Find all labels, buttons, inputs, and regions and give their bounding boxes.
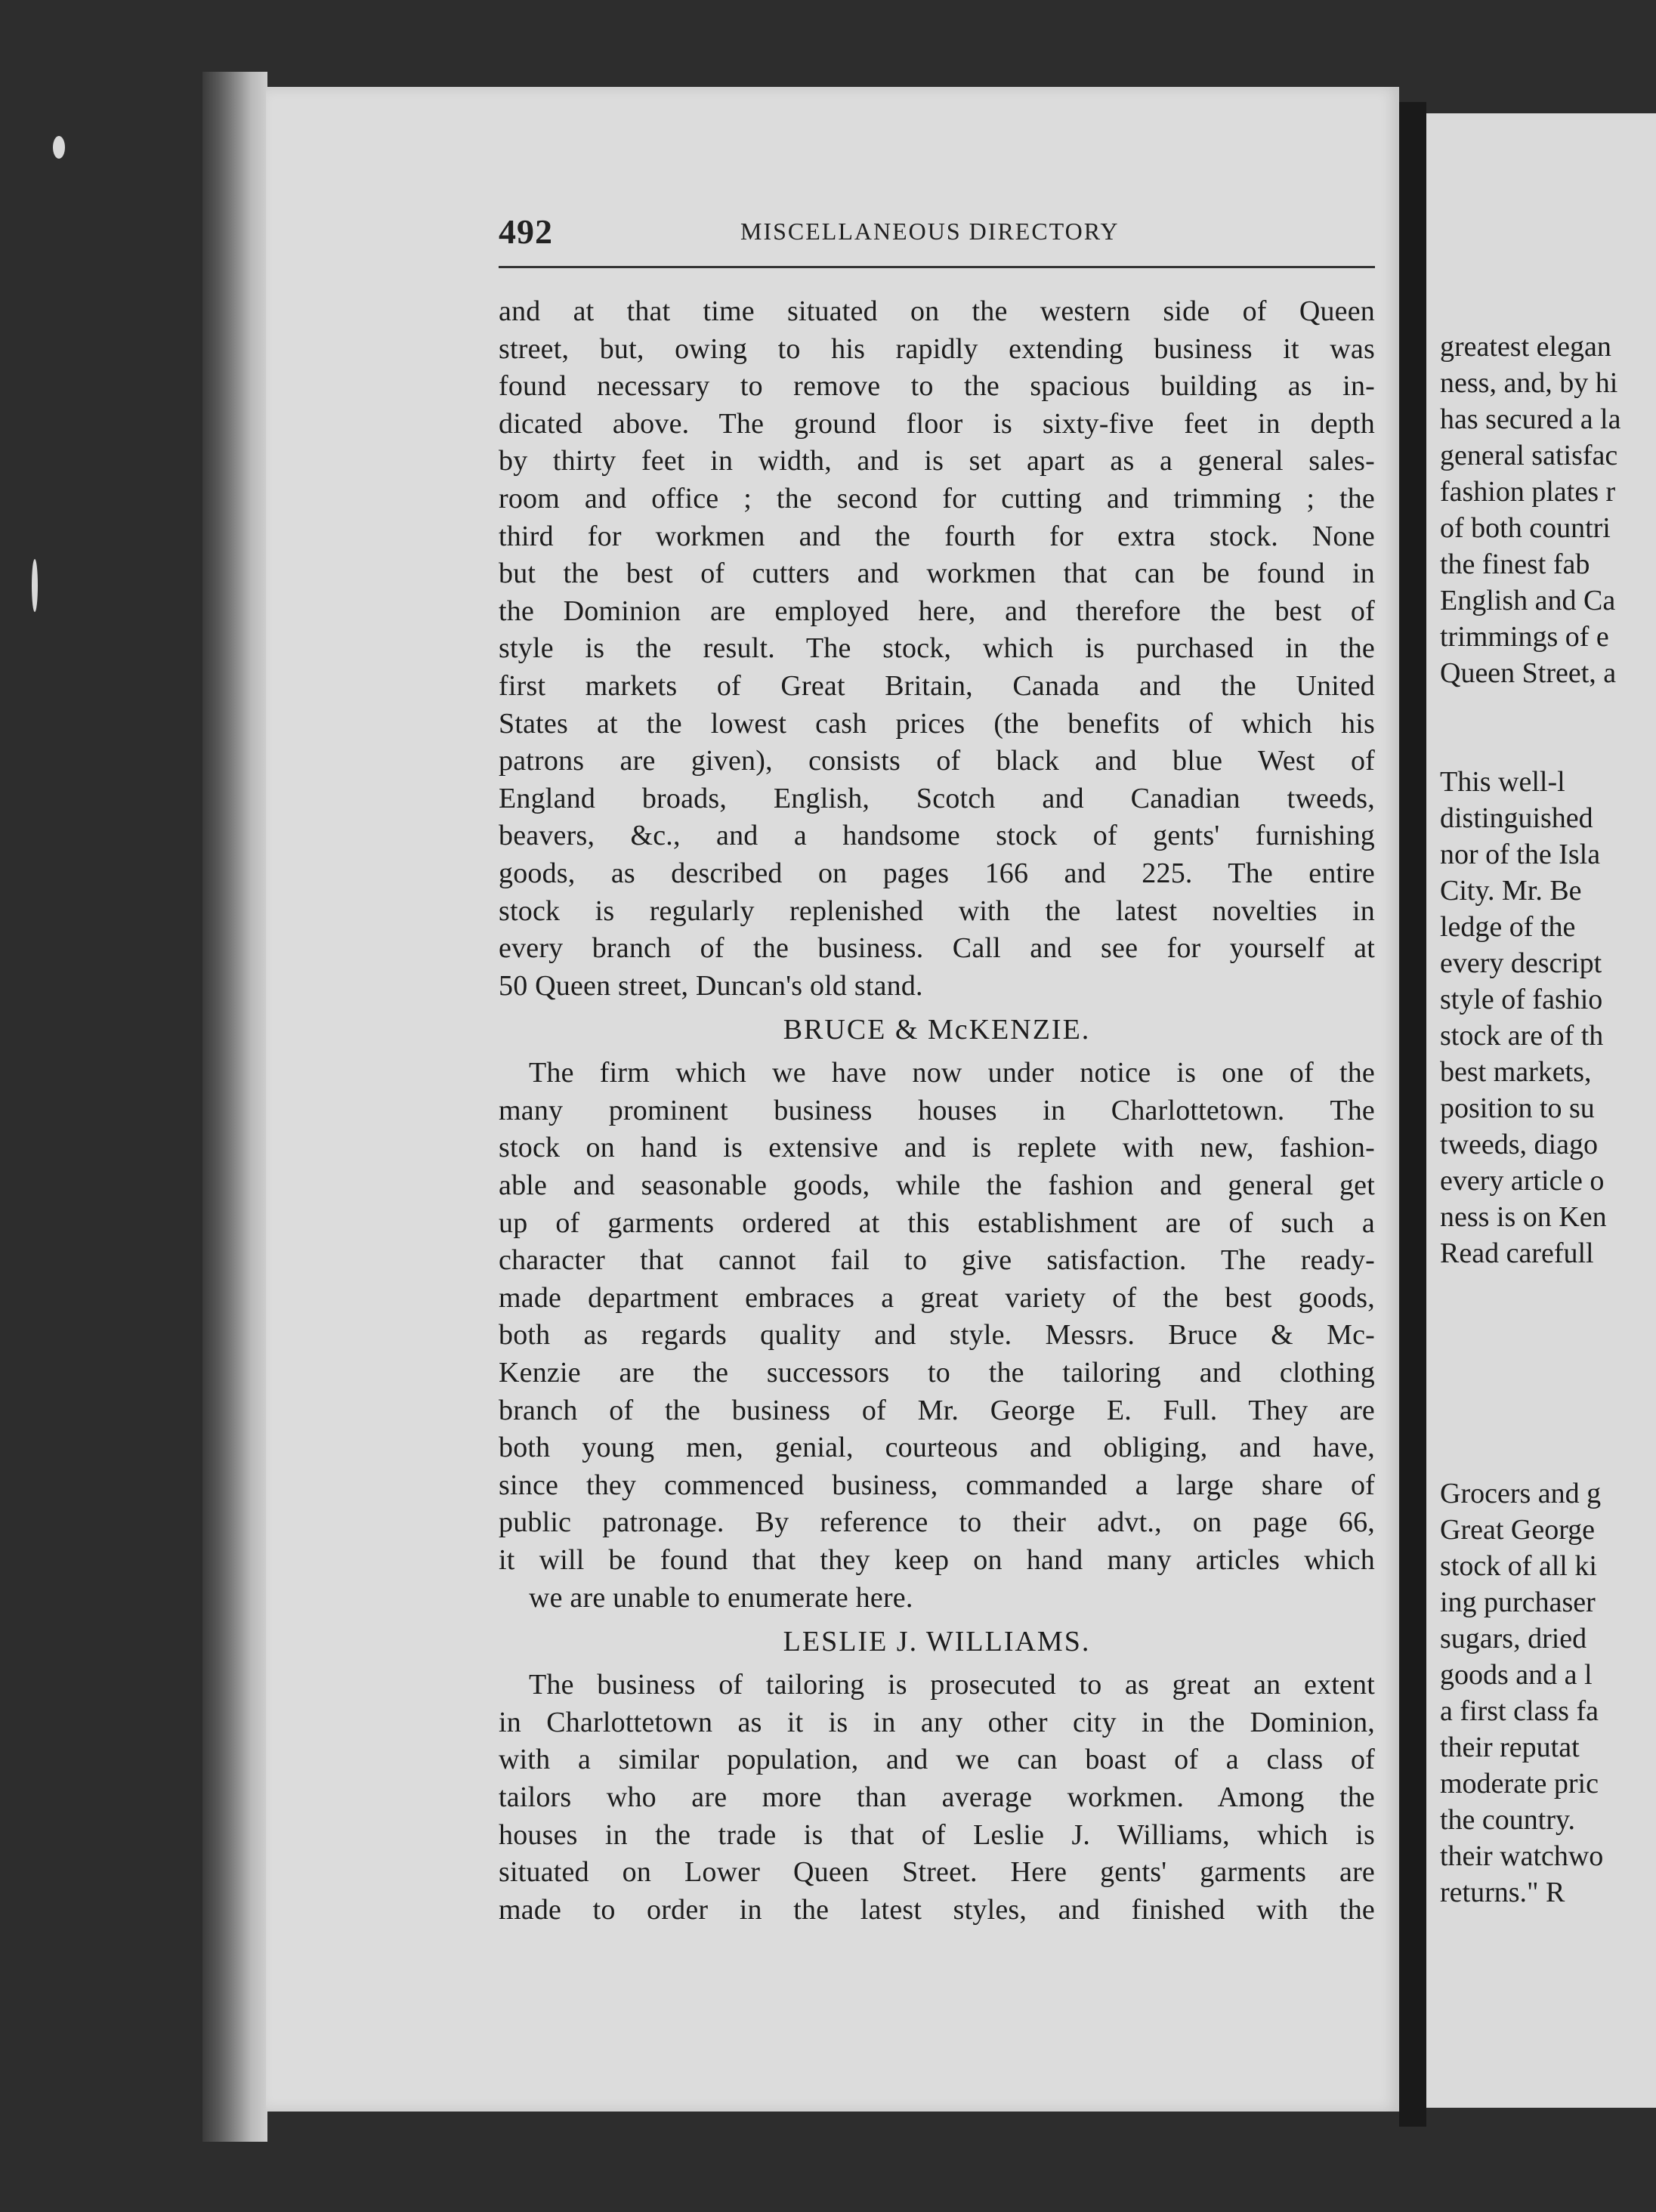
text-line: by thirty feet in width, and is set apart as a general sales- <box>499 445 1375 477</box>
text-line: it will be found that they keep on hand many articles which <box>499 1544 1375 1576</box>
text-line: 50 Queen street, Duncan's old stand. <box>499 969 923 1002</box>
section-heading-bruce-mckenzie: BRUCE & McKENZIE. <box>783 1014 1091 1046</box>
text-line: made department embraces a great variety of the best goods, <box>499 1281 1375 1314</box>
text-line: character that cannot fail to give satisfaction. The ready- <box>499 1244 1375 1277</box>
text-line: The firm which we have now under notice is one of the <box>529 1057 1375 1089</box>
text-line: since they commenced business, commanded a large share of <box>499 1469 1375 1501</box>
facing-text-line: moderate pric <box>1440 1768 1599 1800</box>
facing-text-line: City. Mr. Be <box>1440 875 1582 907</box>
running-title: MISCELLANEOUS DIRECTORY <box>740 218 1120 245</box>
text-line: stock is regularly replenished with the latest novelties in <box>499 894 1375 927</box>
text-line: branch of the business of Mr. George E. Full. They are <box>499 1394 1375 1426</box>
facing-text-line: ledge of the <box>1440 911 1576 943</box>
header-rule <box>499 266 1375 268</box>
facing-text-line: every descript <box>1440 947 1602 979</box>
text-line: States at the lowest cash prices (the benefits of which his <box>499 707 1375 740</box>
facing-text-line: style of fashio <box>1440 984 1603 1015</box>
speck <box>53 136 65 159</box>
text-line: both as regards quality and style. Messrs. Bruce & Mc- <box>499 1319 1375 1352</box>
text-line: many prominent business houses in Charlottetown. The <box>499 1094 1375 1126</box>
facing-page-text <box>1440 329 1656 1911</box>
text-line: goods, as described on pages 166 and 225. The entire <box>499 857 1375 889</box>
facing-text-line: greatest elegan <box>1440 331 1611 363</box>
text-line: made to order in the latest styles, and finished with the <box>499 1893 1375 1926</box>
facing-text-line: Read carefull <box>1440 1237 1594 1269</box>
text-line: Kenzie are the successors to the tailoring and clothing <box>499 1357 1375 1389</box>
facing-text-line: Queen Street, a <box>1440 657 1617 689</box>
facing-text-line: their reputat <box>1440 1732 1580 1763</box>
running-head <box>499 212 1375 257</box>
text-line: able and seasonable goods, while the fashion and general get <box>499 1169 1375 1202</box>
facing-text-line: goods and a l <box>1440 1659 1593 1691</box>
text-line: with a similar population, and we can boast of a class of <box>499 1744 1375 1776</box>
facing-text-line: trimmings of e <box>1440 621 1609 653</box>
facing-text-line: has secured a la <box>1440 403 1621 435</box>
facing-text-line: their watchwo <box>1440 1840 1604 1872</box>
facing-text-line: Great George <box>1440 1514 1596 1546</box>
facing-text-line: ing purchaser <box>1440 1586 1596 1618</box>
text-line: we are unable to enumerate here. <box>529 1581 913 1614</box>
text-line: room and office ; the second for cutting and trimming ; the <box>499 482 1375 514</box>
text-line: England broads, English, Scotch and Canadian tweeds, <box>499 782 1375 814</box>
section-heading-leslie-williams: LESLIE J. WILLIAMS. <box>783 1626 1091 1658</box>
text-column <box>499 293 1375 1929</box>
text-line: situated on Lower Queen Street. Here gents' garments are <box>499 1856 1375 1889</box>
paragraph-bruce-mckenzie <box>499 1055 1375 1617</box>
page-stack-edge <box>202 72 267 2142</box>
text-line: The business of tailoring is prosecuted to as great an extent <box>529 1669 1375 1701</box>
text-line: first markets of Great Britain, Canada and the United <box>499 669 1375 702</box>
text-line: patrons are given), consists of black and blue West of <box>499 745 1375 777</box>
text-line: in Charlottetown as it is in any other city in the Dominion, <box>499 1706 1375 1738</box>
text-line: up of garments ordered at this establishment are of such a <box>499 1206 1375 1239</box>
text-line: every branch of the business. Call and see for yourself at <box>499 932 1375 965</box>
text-line: style is the result. The stock, which is purchased in the <box>499 632 1375 665</box>
text-line: found necessary to remove to the spacious building as in- <box>499 370 1375 403</box>
facing-text-line: English and Ca <box>1440 585 1616 616</box>
facing-text-line: returns." R <box>1440 1877 1565 1908</box>
paragraph-continuation <box>499 293 1375 1005</box>
facing-text-line: This well-l <box>1440 766 1565 798</box>
speck <box>32 559 38 612</box>
text-line: public patronage. By reference to their advt., on page 66, <box>499 1506 1375 1539</box>
facing-text-line: ness is on Ken <box>1440 1201 1607 1233</box>
facing-text-line: tweeds, diago <box>1440 1129 1598 1160</box>
facing-text-line: every article o <box>1440 1165 1605 1197</box>
text-line: street, but, owing to his rapidly extending business it was <box>499 332 1375 365</box>
facing-text-line: nor of the Isla <box>1440 839 1601 870</box>
facing-text-line: position to su <box>1440 1092 1595 1124</box>
book-gutter <box>1399 102 1426 2127</box>
text-line: dicated above. The ground floor is sixty-five feet in depth <box>499 407 1375 440</box>
paragraph-leslie-williams <box>499 1667 1375 1929</box>
facing-text-line: the finest fab <box>1440 548 1590 580</box>
text-line: beavers, &c., and a handsome stock of gents' furnishing <box>499 820 1375 852</box>
facing-text-line: the country. <box>1440 1804 1576 1836</box>
facing-spacer <box>1440 691 1656 764</box>
text-line: stock on hand is extensive and is replete with new, fashion- <box>499 1132 1375 1164</box>
text-line: and at that time situated on the western side of Queen <box>499 295 1375 327</box>
facing-text-line: sugars, dried <box>1440 1623 1587 1654</box>
facing-text-line: Grocers and g <box>1440 1478 1602 1509</box>
facing-text-line: best markets, <box>1440 1056 1592 1088</box>
facing-text-line: general satisfac <box>1440 440 1618 471</box>
facing-text-line: distinguished <box>1440 802 1593 834</box>
facing-text-line: stock are of th <box>1440 1020 1604 1052</box>
facing-spacer <box>1440 1271 1656 1475</box>
text-line: both young men, genial, courteous and obliging, and have, <box>499 1432 1375 1464</box>
facing-text-line: a first class fa <box>1440 1695 1599 1727</box>
facing-text-line: fashion plates r <box>1440 476 1616 508</box>
text-line: houses in the trade is that of Leslie J. Williams, which is <box>499 1818 1375 1851</box>
text-line: but the best of cutters and workmen that can be found in <box>499 558 1375 590</box>
facing-page-fragment <box>1426 113 1656 2108</box>
text-line: third for workmen and the fourth for extra stock. None <box>499 520 1375 552</box>
facing-text-line: stock of all ki <box>1440 1550 1597 1582</box>
facing-text-line: of both countri <box>1440 512 1611 544</box>
page-number: 492 <box>499 212 553 251</box>
facing-text-line: ness, and, by hi <box>1440 367 1618 399</box>
text-line: tailors who are more than average workmen. Among the <box>499 1781 1375 1813</box>
text-line: the Dominion are employed here, and therefore the best of <box>499 595 1375 627</box>
